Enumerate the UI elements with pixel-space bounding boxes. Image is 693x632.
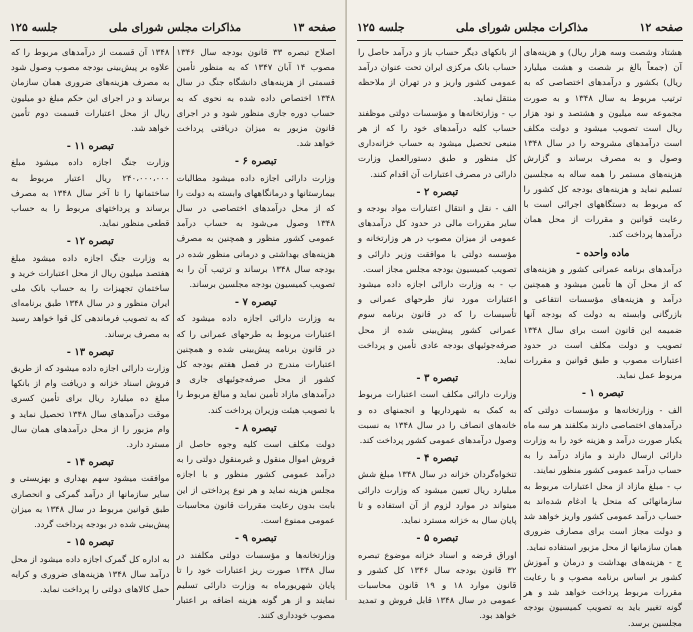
section-heading: ماده واحده - <box>576 247 630 259</box>
section-heading: تبصره ۱۳ - <box>66 346 114 358</box>
paragraph: وزارت دارائی اجازه داده میشود مطالبات بیمارستانها و درمانگاههای وابسته به دولت را که از محل درآمدهای اختصاصی در سال ۱۳۴۸ وصول می‌شود به حساب درآمد عمومی کشور منظور و همچنین به مصرف هزینه‌های بهداشتی و درمانی منظور شده در بودجه سال ۱۳۴۸ برساند و ترتیب آن را به تصویب کمیسیون بودجه مجلسین برساند. <box>176 173 335 291</box>
paragraph: موافقت میشود سهم بهداری و بهزیستی و سایر سازمانها از درآمد گمرکی و انحصاری طبق قوانین مربوط در سال ۱۳۴۸ به میزان پیش‌بینی شده در بودجه پرداخت گردد. <box>11 474 170 531</box>
section-heading: تبصره ۱۱ - <box>66 141 114 153</box>
right-page-session: جلسه ۱۲۵ <box>357 20 405 34</box>
right-page-title: مذاکرات مجلس شورای ملی <box>456 20 589 34</box>
right-page-header <box>357 16 683 38</box>
right-page-columns <box>355 46 685 629</box>
section-heading: تبصره ۱۵ - <box>66 537 114 549</box>
column-divider <box>173 46 174 600</box>
paragraph: وزارتخانه‌ها و مؤسسات دولتی مکلفند در سال ۱۳۴۸ صورت ریز اعتبارات خود را تا پایان شهریورماه به وزارت دارائی تسلیم نمایند و از هر گونه هزینه اضافه بر اعتبار مصوب خودداری کنند. <box>176 550 335 622</box>
paragraph: از بانکهای دیگر حساب باز و درآمد حاصل را حساب بانک مرکزی ایران تحت عنوان درآمد عمومی کشور واریز و در تهران از ملاحظه منتقل نماید. <box>358 48 517 104</box>
left-page <box>0 0 346 622</box>
section-heading: تبصره ۷ - <box>234 297 277 309</box>
right-page-right-column <box>521 46 686 629</box>
right-page <box>347 0 693 629</box>
paragraph: ب - وزارتخانه‌ها و مؤسسات دولتی موظفند حساب کلیه درآمدهای خود را که از هر منبعی تحصیل میشود به حساب خزانه‌داری کل منظور و طبق دستورالعمل وزارت دارائی در مصرف اعتبارات آن اقدام کنند. <box>358 108 517 180</box>
right-header-rule <box>357 40 683 41</box>
paragraph: ج - هزینه‌های بهداشت و درمان و آموزش کشور بر اساس برنامه مصوب و با رعایت مقررات مربوط پرداخت خواهد شد و هر گونه تغییر باید به تصویب کمیسیون بودجه مجلسین برسد. <box>523 557 682 629</box>
section-heading: تبصره ۶ - <box>234 156 277 168</box>
section-heading: تبصره ۴ - <box>416 453 459 465</box>
paragraph: وزارت جنگ اجازه داده میشود مبلغ ۲۴۰،۰۰۰،۰۰۰ ریال اعتبار مربوط به ساختمانها را تا آخر سال ۱۳۴۸ به مصرف برساند و پرداختهای مربوط را به حساب قطعی منظور نماید. <box>11 158 170 230</box>
paragraph: ب - به وزارت دارائی اجازه داده میشود اعتبارات مورد نیاز طرحهای عمرانی و تأسیسات را که در قانون برنامه سوم عمرانی کشور پیش‌بینی شده از محل صرفه‌جوئیهای بودجه عادی تأمین و پرداخت نماید. <box>358 280 517 367</box>
left-page-left-column <box>8 46 173 600</box>
paragraph: اصلاح تبصره ۳۳ قانون بودجه سال ۱۳۴۶ مصوب ۱۴ آبان ۱۳۴۷ که به منظور تأمین قسمتی از هزینه‌های دانشگاه جنگ در سال ۱۳۴۸ اختصاص داده شده به نحوی که به حساب دوره جاری منظور شود و در اجرای قانون مزبور به میزان دریافتی پرداخت خواهد شد. <box>176 48 335 150</box>
left-header-rule <box>10 40 336 41</box>
paragraph: به وزارت جنگ اجازه داده میشود مبلغ هفتصد میلیون ریال از محل اعتبارات خرید و ساختمان تجهیزات را به حساب بانک ملی ایران منظور و در سال ۱۳۴۸ طبق برنامه‌ای که به تصویب فرماندهی کل قوا خواهد رسید به مصرف برساند. <box>11 253 170 340</box>
section-heading: تبصره ۱۲ - <box>66 236 114 248</box>
section-heading: تبصره ۱ - <box>581 388 624 400</box>
section-heading: تبصره ۳ - <box>416 373 459 385</box>
paragraph: الف - وزارتخانه‌ها و مؤسسات دولتی که درآمدهای اختصاصی دارند مکلفند هر سه ماه یکبار صورت درآمد و هزینه خود را به وزارت دارائی ارسال دارند و مازاد درآمد را به حساب درآمد عمومی کشور منظور نمایند. <box>523 405 682 477</box>
paragraph: ب - مبلغ مازاد از محل اعتبارات مربوط به سازمانهائی که منحل یا ادغام شده‌اند به حساب درآمد عمومی کشور واریز خواهد شد و دولت مجاز است برای مصارف ضروری همان سازمانها از محل مزبور استفاده نماید. <box>523 481 682 553</box>
section-heading: تبصره ۹ - <box>234 533 277 545</box>
section-heading: تبصره ۸ - <box>234 422 277 434</box>
paragraph: اوراق قرضه و اسناد خزانه موضوع تبصره ۳۲ قانون بودجه سال ۱۳۴۶ کل کشور و قانون موارد ۱۸ و ۱۹ قانون محاسبات عمومی در سال ۱۳۴۸ قابل فروش و تمدید خواهد بود. <box>358 550 517 622</box>
paragraph: به وزارت دارائی اجازه داده میشود که اعتبارات مربوط به طرحهای عمرانی را که در قانون برنامه پیش‌بینی شده و همچنین اعتبارات مندرج در فصل هفتم بودجه کل کشور از محل صرفه‌جوئیهای جاری و درآمدهای مازاد تأمین نماید و مبالغ مربوط را با تصویب هیئت وزیران پرداخت کند. <box>176 314 335 416</box>
paragraph: تنخواه‌گردان خزانه در سال ۱۳۴۸ مبلغ شش میلیارد ریال تعیین میشود که وزارت دارائی میتواند در موارد لزوم از آن استفاده و تا پایان سال به خزانه مسترد نماید. <box>358 470 517 527</box>
section-heading: تبصره ۵ - <box>416 533 459 545</box>
right-page-left-column <box>355 46 520 622</box>
left-page-right-column <box>174 46 339 622</box>
paragraph: دولت مکلف است کلیه وجوه حاصل از فروش اموال منقول و غیرمنقول دولتی را به درآمد عمومی کشور منظور و با اجازه مجلس هزینه نماید و هر نوع پرداختی از این بابت بدون رعایت مقررات قانون محاسبات عمومی ممنوع است. <box>176 440 335 527</box>
left-page-number: صفحه ۱۳ <box>292 20 336 34</box>
paragraph: درآمدهای برنامه عمرانی کشور و هزینه‌های که از محل آن ها تأمین میشود و همچنین درآمد و هزینه‌های مؤسسات انتفاعی و بازرگانی وابسته به دولت که بودجه آنها ضمیمه این قانون است برای سال ۱۳۴۸ تصویب و دولت مکلف است در حدود اعتبارات مصوب و طبق قوانین و مقررات مربوط عمل نماید. <box>523 264 682 382</box>
left-page-header <box>10 16 336 38</box>
section-heading: تبصره ۱۴ - <box>66 457 114 469</box>
left-page-title: مذاکرات مجلس شورای ملی <box>109 20 242 34</box>
left-page-session: جلسه ۱۲۵ <box>10 20 58 34</box>
paragraph: الف - نقل و انتقال اعتبارات مواد بودجه و سایر مقررات مالی در حدود کل درآمدهای عمومی از میزان مصوب در هر وزارتخانه و مؤسسه دولتی با موافقت وزیر دارائی و تصویب کمیسیون بودجه مجلس مجاز است. <box>358 204 517 275</box>
paragraph: به اداره کل گمرک اجازه داده میشود از محل درآمد سال ۱۳۴۸ هزینه‌های ضروری و کرایه حمل کالاهای دولتی را پرداخت نماید. <box>11 554 170 595</box>
paragraph: وزارت دارائی مکلف است اعتبارات مربوط به کمک به شهرداریها و انجمنهای ده و خانه‌های انصاف را در سال ۱۳۴۸ به نسبت وصول درآمدهای عمومی کشور پرداخت کند. <box>358 390 517 447</box>
paragraph: هشتاد وشصت وسه هزار ریال) و هزینه‌های آن (جمعاً بالغ بر شصت و هشت میلیارد ریال) بکشور و درآمدهای اختصاصی که به ترتیب مربوط به سال ۱۳۴۸ و به صورت مجموعه سه میلیون و هشتصد و نود هزار ریال است تصویب میشود و دولت مکلف است درآمدهای مشروحه را در سال ۱۳۴۸ وصول و به مصرف برساند و گزارش هزینه‌های مستمر را همه ساله به مجلسین تسلیم نماید و هزینه‌های بودجه کل کشور را که مربوط به دستگاههای اجرائی است با رعایت قوانین و مقررات از محل همان درآمدها پرداخت کند. <box>523 48 683 241</box>
paragraph: ۱۳۴۸ آن قسمت از درآمدهای مربوط را که علاوه بر پیش‌بینی بودجه مصوب وصول شود به مصرف هزینه‌های ضروری همان سازمان برساند و در اجرای این حکم مبلغ دو میلیون ریال از محل اعتبارات قسمت دوم تأمین خواهد شد. <box>11 48 170 135</box>
left-page-columns <box>8 46 338 622</box>
column-divider <box>520 46 521 600</box>
section-heading: تبصره ۲ - <box>416 186 459 198</box>
right-page-number: صفحه ۱۲ <box>639 20 683 34</box>
paragraph: وزارت دارائی اجازه داده میشود که از طریق فروش اسناد خزانه و دریافت وام از بانکها مبلغ ده میلیارد ریال برای تأمین کسری موقت درآمدهای سال ۱۳۴۸ تحصیل نماید و وام مزبور را از محل درآمدهای همان سال مسترد دارد. <box>11 364 170 451</box>
